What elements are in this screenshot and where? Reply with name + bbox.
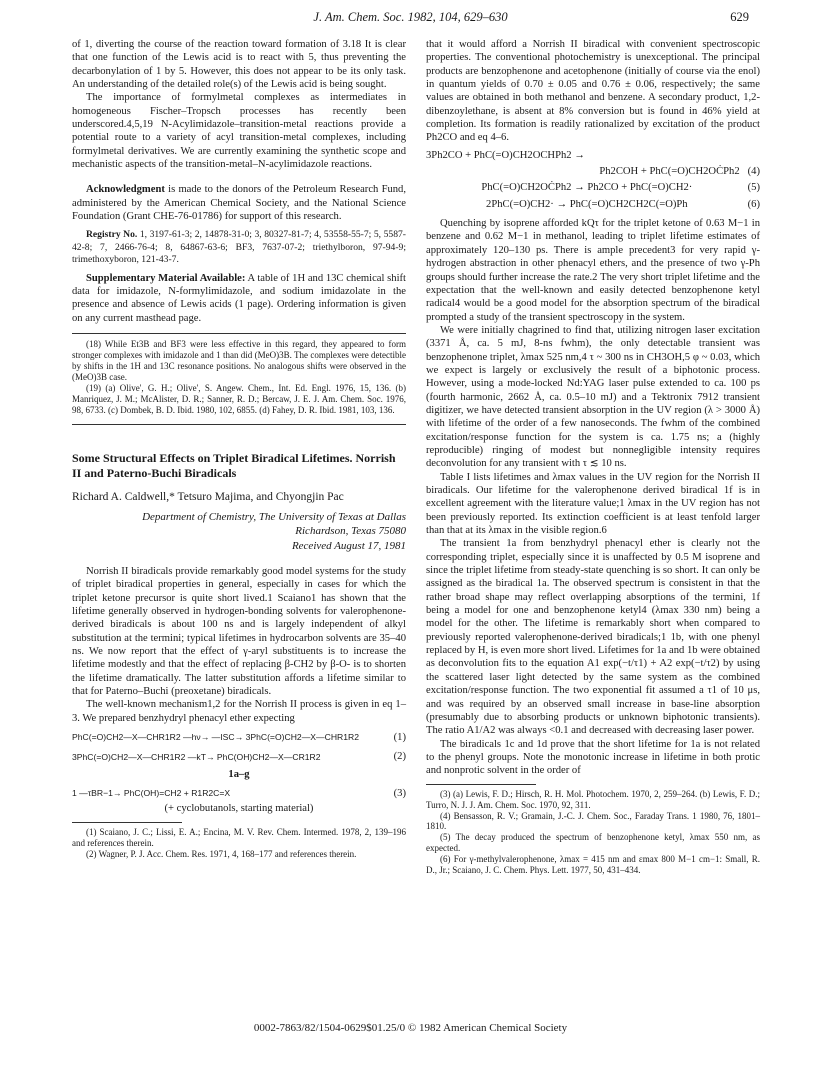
acknowledgment: [72, 183, 406, 223]
footnote-divider: [426, 784, 536, 785]
equation-number: (5): [747, 182, 760, 194]
equation-number: (1): [393, 732, 406, 744]
paragraph: We were initially chagrined to find that, utilizing nitrogen laser excitation (3371 Å, ca. 5 mJ, 8-ns fwhm), the only detectable transient was benzophenone triplet, λmax 525 nm,4 τ ~ 300 ns in CH3OH,5 φ ~ 0.03, which we expect is largely or exclusively the result of a biphotonic process. However, using a mode-locked Nd:YAG laser pulse extended to ca. 100 ps (fourth harmonic, 2662 Å, ca. 0.5–10 mJ) and a Tektronix 7912 transient digitizer, we have detected transient absorption in the UV region (λ > 3000 Å) with lifetime of the order of a few nanoseconds. The fwhm of the combined excitation/response function for the system is ca. 1.75 ns; a (highly reproducible) ringing of modest but nonnegligible intensity requires deconvolution for any transient with τ ≲ 10 ns.: [426, 324, 760, 470]
equation-6: [426, 198, 760, 211]
equation-body: 2PhC(=O)CH2· → PhC(=O)CH2CH2C(=O)Ph: [486, 198, 688, 210]
registry-text: 1, 3197-61-3; 2, 14878-31-0; 3, 80327-81-7; 4, 53558-55-7; 5, 5587-42-8; 7, 2466-76-4; 8, 64867-63-6; BF3, 7637-07-2; triethylboron, 97-94-9; trimethoxyboron, 121-43-7.: [72, 229, 406, 265]
equation-body: 1 —τBR−1→ PhC(OH)=CH2 + R1R2C=X: [72, 788, 231, 799]
equation-note: (+ cyclobutanols, starting material): [164, 803, 314, 815]
right-column: [426, 38, 760, 876]
equation-number: (4): [747, 166, 760, 178]
equation-4: [426, 149, 760, 162]
journal-citation: J. Am. Chem. Soc. 1982, 104, 629–630: [313, 10, 508, 24]
article-title: Some Structural Effects on Triplet Biradical Lifetimes. Norrish II and Paterno-Buchi Biradicals: [72, 450, 396, 481]
article-divider: [72, 424, 406, 425]
paragraph: Quenching by isoprene afforded kQτ for the triplet ketone of 0.63 M−1 in benzene and 0.62 M−1 in methanol, leading to triplet lifetime estimates of approximately 120–130 ps. There is ample precedent3 for very rapid γ-hydrogen abstraction in other phenacyl ethers, and the presence of two γ-Ph groups should further increase the rate.2 The very short triplet lifetime and the expectation that the well-known and easily detected benzophenone ketyl radical4 would be a good model for the absorption spectrum of the biradical prompted a study of the transient spectroscopy in the system.: [426, 218, 760, 323]
article-authors: Richard A. Caldwell,* Tetsuro Majima, and Chyongjin Pac: [72, 490, 344, 503]
affiliation-city: Richardson, Texas 75080: [295, 525, 406, 538]
equation-number: (6): [747, 198, 760, 210]
footnote-divider: [72, 822, 182, 823]
affiliation-dept: Department of Chemistry, The University of Texas at Dallas: [142, 511, 406, 524]
running-header: [72, 10, 749, 28]
paragraph: The biradicals 1c and 1d prove that the short lifetime for 1a is not related to the phenyl groups. Note the monotonic increase in lifetime in both protic and nonprotic solvent in the order of: [426, 738, 760, 777]
footnote: (2) Wagner, P. J. Acc. Chem. Res. 1971, 4, 168–177 and references therein.: [86, 848, 357, 859]
paragraph: The well-known mechanism1,2 for the Norrish II process is given in eq 1–3. We prepared benzhydryl phenacyl ether expecting: [72, 699, 406, 724]
footnote: (6) For γ-methylvalerophenone, λmax = 415 nm and εmax 800 M−1 cm−1: Small, R. D., Jr.; Scaiano, J. C. Chem. Phys. Lett. 1977, 50, 431–434.: [426, 854, 760, 876]
equation-number: (3): [393, 788, 406, 800]
footnote-divider: [72, 333, 406, 334]
footnote: (4) Bensasson, R. V.; Gramain, J.-C. J. Chem. Soc., Faraday Trans. 1 1980, 76, 1801–1810.: [426, 810, 760, 832]
equation-body: Ph2COH + PhC(=O)CH2OĊPh2: [599, 166, 740, 178]
left-column: [72, 38, 406, 860]
paragraph: of 1, diverting the course of the reaction toward formation of 3.18 It is clear that one function of the Lewis acid is to react with 5, thus preventing the decarbonylation of 1 by 5. However, this does not appear to be its only task. An understanding of the detailed role(s) of the Lewis acid is being sought.: [72, 39, 406, 91]
supplementary-label: Supplementary Material Available:: [86, 272, 246, 284]
equation-5: [426, 181, 760, 194]
registry-label: Registry No.: [86, 229, 138, 241]
supplementary-material: [72, 272, 406, 325]
copyright-footer: 0002-7863/82/1504-0629$01.25/0 © 1982 American Chemical Society: [253, 1022, 568, 1034]
paragraph: Table I lists lifetimes and λmax values in the UV region for the Norrish II biradicals. Our lifetime for the valerophenone derived biradical 1f is in excellent agreement with the literature value;1 λmax in the UV region has not been previously reported. Its extinction coefficient is at least tenfold larger than that at its λmax in the visible region.6: [426, 471, 760, 537]
footnote: (3) (a) Lewis, F. D.; Hirsch, R. H. Mol. Photochem. 1970, 2, 259–264. (b) Lewis, F. D.; Turro, N. J. J. Am. Chem. Soc. 1970, 92, 311.: [426, 788, 760, 810]
footnote: (19) (a) Olive', G. H.; Olive', S. Angew. Chem., Int. Ed. Engl. 1976, 15, 136. (b) Manriquez, J. M.; McAlister, D. R.; Sanner, R. D.; Bercaw, J. E. J. Am. Chem. Soc. 1976, 98, 6733. (c) Dombek, B. D. Ibid. 1980, 102, 6855. (d) Fahey, D. R. Ibid. 1981, 103, 136.: [72, 382, 406, 415]
equation-3: [72, 787, 406, 800]
paragraph: that it would afford a Norrish II biradical with convenient spectroscopic properties. The conventional photochemistry is unexceptional. The principal products are benzophenone and acetophenone (initially of course via the enol) in quantum yields of 0.70 ± 0.05 and 0.76 ± 0.06, respectively; the same values are obtained in both methanol and benzene. A secondary product, 1,2-dibenzoylethane, is absent at 8% conversion but is found in 46% yield at completion. Its formation is readily rationalized by excitation of the product Ph2CO and eq 4–6.: [426, 39, 760, 144]
equation-body: 3Ph2CO + PhC(=O)CH2OCHPh2 →: [426, 149, 585, 161]
equation-4-continued: [426, 165, 760, 178]
paragraph: The transient 1a from benzhydryl phenacyl ether is clearly not the corresponding triplet, especially since it is unaffected by 0.5 M isoprene and since the triplet lifetime from steady-state quenching is so short. It can only be assigned as the biradical 1a. The observed spectrum is consistent in that the rather broad shape may reflect overlapping absorptions of the termini, 1f being a model for one and benzophenone ketyl4 (λmax 330 nm) being a model for the other. The lifetime is remarkably short when compared to previously reported valerophenone-derived biradicals;1 1b, with one phenyl replaced by H, is even more short lived. Lifetimes for 1a and 1b were obtained as deconvolution fits to the equation A1 exp(−t/τ1) + A2 exp(−t/τ2) by using the scattered laser light detected by the same system as the combined excitation/response function. The two exponential fit assumed a τ1 of 10 μs, and was required by an observed small increase in base-line absorption (presumably due to absorbing products or unknown biphotonic transients). The ratio A1/A2 was always <0.1 and decreased with decreasing laser power.: [426, 538, 760, 737]
footnote: (18) While Et3B and BF3 were less effective in this regard, they appeared to form stronger complexes with imidazole and 1 than did (MeO)3B. The complexes were detectible by shifts in the 1H and 13C resonance positions. No analogous shifts were observed in the (MeO)3B case.: [72, 339, 406, 382]
equation-body: PhC(=O)CH2—X—CHR1R2 —hν→ —ISC→ 3PhC(=O)CH2—X—CHR1R2: [72, 732, 359, 743]
compound-label: 1a–g: [228, 768, 250, 780]
equation-body: PhC(=O)CH2OĊPh2 → Ph2CO + PhC(=O)CH2·: [481, 182, 693, 194]
equation-2: [72, 750, 406, 763]
equation-1: [72, 731, 406, 744]
equation-number: (2): [393, 751, 406, 763]
footnote: (5) The decay produced the spectrum of benzophenone ketyl, λmax 550 nm, as expected.: [426, 832, 760, 854]
acknowledgment-text: is made to the donors of the Petroleum Research Fund, administered by the American Chemical Society, and the National Science Foundation (Grant CHE-76-01786) for support of this research.: [72, 184, 406, 223]
paragraph: Norrish II biradicals provide remarkably good model systems for the study of triplet biradical properties in general, especially in cases for which the triplet ketone precursor is quite short lived.1 Scaiano1 has shown that the lifetime generally observed in hydrogen-bonding solvents for valerophenone-derived biradicals is about 100 ns and is largely independent of alkyl substitution at the termini; typical lifetimes in hydrocarbon solvents are 35–40 ns. We now report that the effect of γ-aryl substituents is to increase the lifetime modestly and that the effect of replacing β-CH2 by β-O- is to shorten the lifetime dramatically. The latter substitution affords a lifetime similar to that for Paterno–Buchi (preoxetane) biradicals.: [72, 565, 406, 698]
paragraph: The importance of formylmetal complexes as intermediates in homogeneous Fischer–Tropsch processes has recently been underscored.4,5,19 N-Acylimidazole–transition-metal reactions provide a potential route to a variety of acyl transition-metal complexes, including formylmetal derivatives. We are currently examining the synthetic scope and mechanistic aspects of the transition-metal–N-acylimidazole reactions.: [72, 92, 406, 171]
page-number: 629: [730, 10, 749, 24]
equation-body: 3PhC(=O)CH2—X—CHR1R2 —kT→ PhC(OH)CH2—X—CR1R2: [72, 751, 321, 762]
received-date: Received August 17, 1981: [291, 539, 406, 552]
supplementary-text: A table of 1H and 13C chemical shift data for imidazole, N-formylimidazole, and sodium imidazolate in the presence and absence of Lewis acids (1 page). Ordering information is given on any current masthead page.: [72, 272, 406, 324]
acknowledgment-label: Acknowledgment: [86, 184, 165, 196]
footnote: (1) Scaiano, J. C.; Lissi, E. A.; Encina, M. V. Rev. Chem. Intermed. 1978, 2, 139–196 and references therein.: [72, 826, 406, 848]
registry-numbers: [72, 229, 406, 265]
affiliation: [72, 510, 406, 553]
